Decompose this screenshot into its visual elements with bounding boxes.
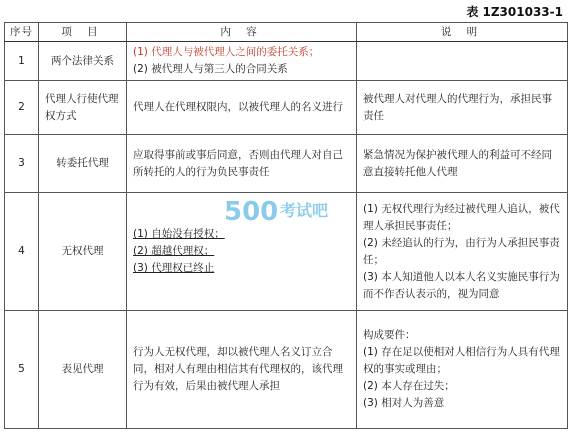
note-line: (2) 本人存在过失； bbox=[363, 380, 455, 392]
header-item: 项 目 bbox=[39, 23, 127, 42]
row-item: 两个法律关系 bbox=[39, 42, 127, 81]
content-line: 行为人无权代理，却以被代理人名义订立合同，相对人有理由相信其有代理权的，该代理行为有效，后果由被代理人承担 bbox=[133, 346, 343, 392]
row-item: 转委托代理 bbox=[39, 135, 127, 193]
row-content bbox=[127, 135, 357, 193]
note-line: (1) 无权代理行为经过被代理人追认，被代理人承担民事责任； bbox=[363, 202, 560, 232]
row-note bbox=[357, 135, 568, 193]
row-number: 4 bbox=[5, 193, 39, 311]
table-row bbox=[5, 42, 568, 81]
note-line: 被代理人对代理人的代理行为，承担民事责任 bbox=[363, 92, 552, 122]
content-line: 代理人在代理权限内，以被代理人的名义进行 bbox=[133, 101, 343, 113]
row-note bbox=[357, 42, 568, 81]
content-line: 应取得事前或事后同意，否则由代理人对自己所转托的人的行为负民事责任 bbox=[133, 148, 343, 178]
row-number: 3 bbox=[5, 135, 39, 193]
row-content bbox=[127, 81, 357, 135]
table-row bbox=[5, 135, 568, 193]
table-code: 表 1Z301033-1 bbox=[466, 5, 563, 19]
note-line: (3) 相对人为善意 bbox=[363, 397, 445, 409]
content-line: (3) 代理权已终止 bbox=[133, 262, 215, 274]
note-line: (1) 存在足以使相对人相信行为人具有代理权的事实或理由； bbox=[363, 346, 560, 375]
header-content: 内 容 bbox=[127, 23, 357, 42]
row-note bbox=[357, 311, 568, 429]
watermark-logo bbox=[222, 190, 342, 230]
row-note bbox=[357, 81, 568, 135]
row-number: 1 bbox=[5, 42, 39, 81]
header-no: 序号 bbox=[5, 23, 39, 42]
note-line: 紧急情况为保护被代理人的利益可不经同意直接转托他人代理 bbox=[363, 148, 552, 178]
row-item: 代理人行使代理权方式 bbox=[39, 81, 127, 135]
content-line: (2) 超越代理权； bbox=[133, 245, 215, 257]
note-line: (3) 本人知道他人以本人名义实施民事行为而不作否认表示的，视为同意 bbox=[363, 270, 560, 300]
note-line: 构成要件： bbox=[363, 329, 416, 341]
row-item: 无权代理 bbox=[39, 193, 127, 311]
content-line: (1) 代理人与被代理人之间的委托关系； bbox=[133, 46, 320, 58]
content-line: (1) 自始没有授权； bbox=[133, 228, 225, 240]
watermark-text: 考试吧 bbox=[280, 201, 329, 220]
content-line: (2) 被代理人与第三人的合同关系 bbox=[133, 63, 288, 75]
header-row bbox=[5, 23, 568, 42]
row-number: 2 bbox=[5, 81, 39, 135]
watermark-icon bbox=[222, 190, 342, 230]
row-content bbox=[127, 42, 357, 81]
row-note bbox=[357, 193, 568, 311]
watermark-number: 500 bbox=[224, 197, 279, 227]
header-note: 说 明 bbox=[357, 23, 568, 42]
note-line: (2) 未经追认的行为，由行为人承担民事责任； bbox=[363, 236, 560, 266]
row-item: 表见代理 bbox=[39, 311, 127, 429]
row-content bbox=[127, 311, 357, 429]
row-number: 5 bbox=[5, 311, 39, 429]
table-row bbox=[5, 81, 568, 135]
table-row bbox=[5, 311, 568, 429]
